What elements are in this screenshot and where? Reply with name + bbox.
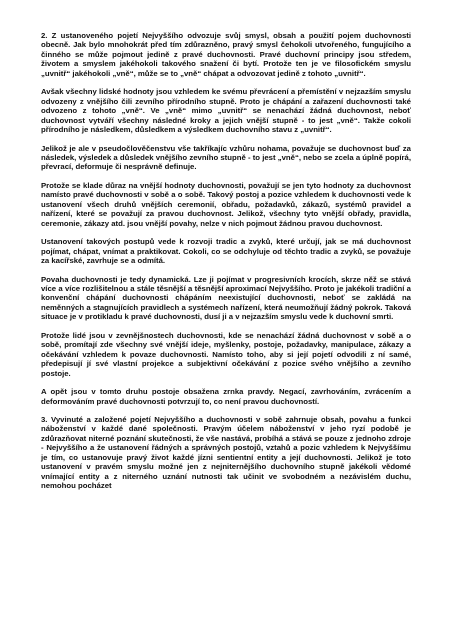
paragraph-8: A opět jsou v tomto druhu postoje obsažena zrnka pravdy. Negací, zavrhováním, zvrácením a deformováním pravé duchovnosti potvrzují to, co není pravou duchovností. — [41, 387, 411, 406]
paragraph-5: Ustanovení takových postupů vede k rozvoji tradic a zvyků, které určují, jak se má duchovnost pojímat, chápat, vnímat a praktikovat. Cokoli, co se odchyluje od těchto tradic a zvyků, se považuje za kacířské, zavrhuje se a odmítá. — [41, 237, 411, 266]
paragraph-1: 2. Z ustanoveného pojetí Nejvyššího odvozuje svůj smysl, obsah a použití pojem duchovnosti obecně. Jak bylo mnohokrát před tím zdůrazněno, pravý smysl čehokoli utvořeného, fungujícího a činného se může pojmout jedině z pravé duchovnosti. Pravé duchovní principy jsou středem, životem a smyslem jakéhokoli takového snažení či bytí. Protože ten je ve filosofickém smyslu „uvnitř“ jakéhokoli „vně“, může se to „vně“ chápat a odvozovat jedině z tohoto „uvnitř“. — [41, 31, 411, 78]
paragraph-2: Avšak všechny lidské hodnoty jsou vzhledem ke svému převrácení a přemístění v nejzazším smyslu odvozeny z vnějšího čili zevního přírodního stupně. Proto je chápání a zařazení duchovnosti také odvozeno z tohoto „vně“. Ve „vně“ mimo „uvnitř“ se nenachází žádná duchovnost, neboť duchovnost vytváří všechny následné kroky a jejich vnější stupně - to jest „vně“. Takže cokoli přírodního je následkem, důsledkem a výsledkem duchovního stavu z „uvnitř“. — [41, 87, 411, 135]
paragraph-3: Jelikož je ale v pseudočlověčenstvu vše takříkajíc vzhůru nohama, považuje se duchovnost buď za následek, výsledek a důsledek vnějšího zevního stupně - to jest „vně“, nebo se zcela a úplně popírá, převrací, deformuje či nesprávně definuje. — [41, 143, 411, 172]
paragraph-4: Protože se klade důraz na vnější hodnoty duchovnosti, považují se jen tyto hodnoty za duchovnost namísto pravé duchovnosti v sobě a o sobě. Takový postoj a pozice vzhledem k duchovnosti vede k ustanovení všech druhů vnějších ceremonií, obřadu, požadavků, zákazů, systémů pravidel a nařízení, které se považují za pravou duchovnost. Jelikož, všechny tyto vnější obřady, pravidla, ceremonie, zákazy atd. jsou vnější povahy, nelze v nich pojmout žádnou pravou duchovnost. — [41, 180, 411, 228]
paragraph-7: Protože lidé jsou v zevnějšnostech duchovnosti, kde se nenachází žádná duchovnost v sobě a o sobě, promítají zde všechny své vnější ideje, myšlenky, postoje, požadavky, manipulace, zákazy a očekávání vzhledem k povaze duchovnosti. Namísto toho, aby si její pojetí odvodili z ní samé, předepisují jí své vlastní projekce a subjektivní očekávání z pozice svého vnějšího a zevního postoje. — [41, 330, 411, 378]
paragraph-6: Povaha duchovnosti je tedy dynamická. Lze ji pojímat v progresivních krocích, skrze něž se stává více a více rozlišitelnou a stále těsnější a těsnější aproximací Nejvyššího. Proto je jakékoli tradiční a konvenční chápání duchovnosti chápáním neexistující duchovnosti, neboť se zakládá na neměnných a stagnujících pravidlech a systémech nařízení, která neumožňují žádný pokrok. Taková situace je v protikladu k pravé duchovnosti, dusí ji a v nejzazším smyslu vede k duchovní smrti. — [41, 274, 411, 322]
paragraph-9: 3. Vyvinuté a založené pojetí Nejvyššího a duchovnosti v sobě zahrnuje obsah, povahu a funkci náboženství v každé dané společnosti. Pravým účelem náboženství v jeho ryzí podobě je zdůrazňovat niterné poznání skutečnosti, že vše nastává, probíhá a stává se pouze z jednoho zdroje - Nejvyššího a že ustanovení řádných a správných postojů, vztahů a pozic vzhledem k Nejvyššímu je tím, co ustanovuje pravý život každé jízni sentientní entity a její duchovnosti. Jelikož je toto ustanovení v pravém smyslu možné jen z nejniternějšího duchovního stupně jakékoli vědomé vnímající entity a z niterného uznání nutnosti tak učinit ve svobodném a nezávislém duchu, nemohou pocházet — [41, 414, 411, 491]
